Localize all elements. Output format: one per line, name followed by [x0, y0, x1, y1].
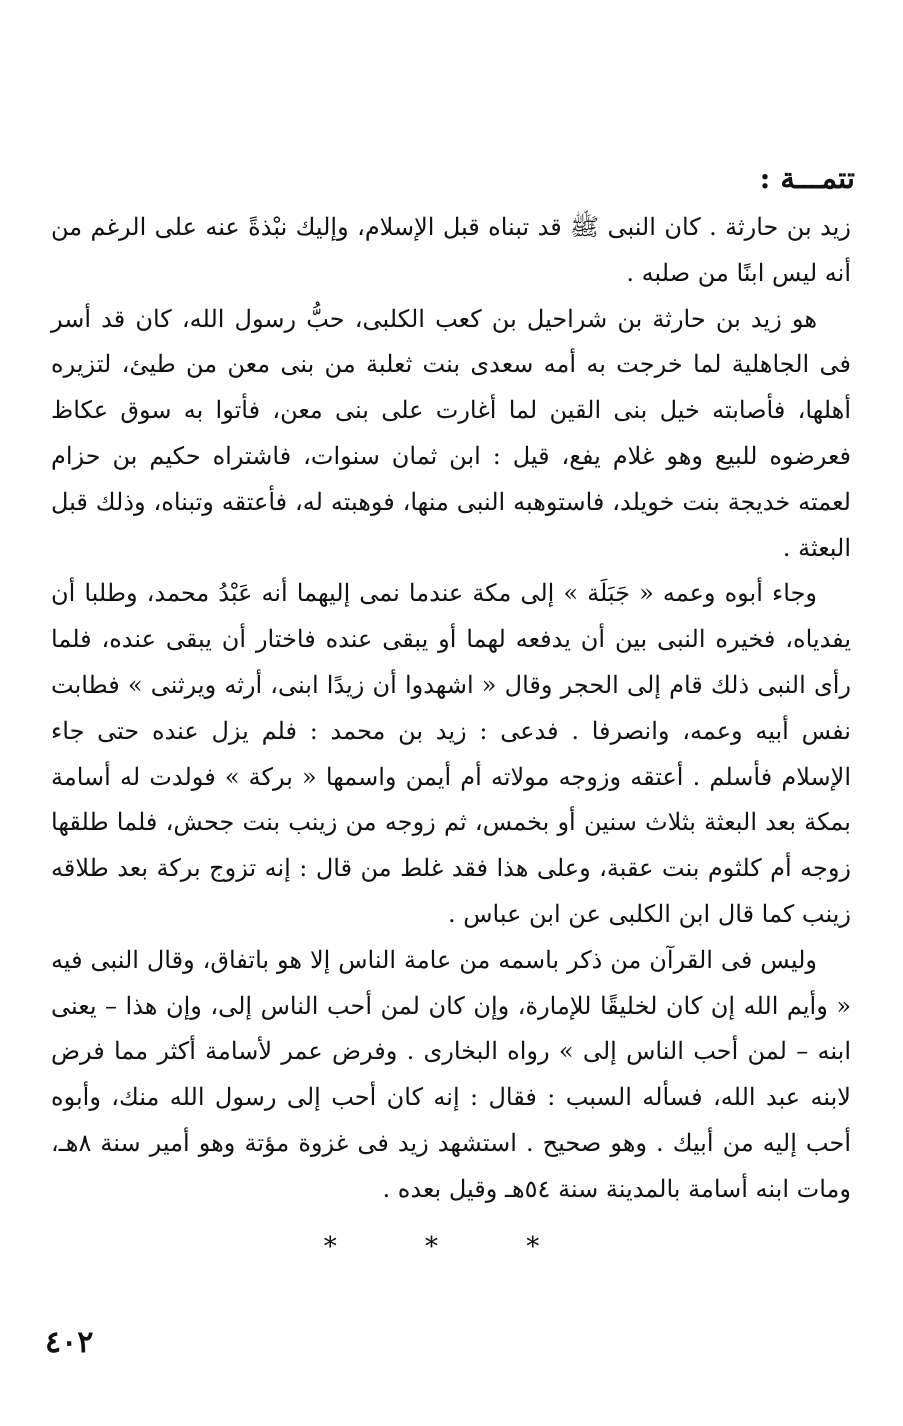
body-text — [51, 205, 851, 1213]
section-heading: تتمـــة : — [759, 161, 855, 195]
section-separator: * * * — [323, 1232, 580, 1262]
paragraph-father-visit: وجاء أبوه وعمه « جَبَلَة » إلى مكة عندما نمى إليهما أنه عَبْدُ محمد، وطلبا أن يفدياه، فخيره النبى بين أن يدفعه لهما أو يبقى عنده فاختار أن يبقى عنده، فلما رأى النبى ذلك قام إلى الحجر وقال « اشهدوا أن زيدًا ابنى، أرثه ويرثنى » فطابت نفس أبيه وعمه، وانصرفا . فدعى : زيد بن محمد : فلم يزل عنده حتى جاء الإسلام فأسلم . أعتقه وزوجه مولاته أم أيمن واسمها « بركة » فولدت له أسامة بمكة بعد البعثة بثلاث سنين أو بخمس، ثم زوجه من زينب بنت جحش، فلما طلقها زوجه أم كلثوم بنت عقبة، وعلى هذا فقد غلط من قال : إنه تزوج بركة بعد طلاقه زينب كما قال ابن الكلبى عن ابن عباس . — [51, 579, 851, 928]
paragraph-intro: زيد بن حارثة . كان النبى ﷺ قد تبناه قبل الإسلام، وإليك نبْذةً عنه على الرغم من أنه ليس ابنًا من صلبه . — [51, 213, 851, 287]
page-number: ٤٠٢ — [45, 1325, 94, 1360]
paragraph-biography: هو زيد بن حارثة بن شراحيل بن كعب الكلبى، حبُّ رسول الله، كان قد أسر فى الجاهلية لما خرجت به أمه سعدى بنت ثعلبة من بنى معن من طيئ، لتزيره أهلها، فأصابته خيل بنى القين لما أغارت على بنى معن، فأتوا به سوق عكاظ فعرضوه للبيع وهو غلام يفع، قيل : ابن ثمان سنوات، فاشتراه حكيم بن حزام لعمته خديجة بنت خويلد، فاستوهبه النبى منها، فوهبته له، فأعتقه وتبناه، وذلك قبل البعثة . — [51, 304, 851, 562]
paragraph-quran-mention: وليس فى القرآن من ذكر باسمه من عامة الناس إلا هو باتفاق، وقال النبى فيه « وأيم الله إن كان لخليقًا للإمارة، وإن كان لمن أحب الناس إلى، وإن هذا – يعنى ابنه – لمن أحب الناس إلى » رواه البخارى . وفرض عمر لأسامة أكثر مما فرض لابنه عبد الله، فسأله السبب : فقال : إنه كان أحب إلى رسول الله منك، وأبوه أحب إليه من أبيك . وهو صحيح . استشهد زيد فى غزوة مؤتة وهو أمير سنة ٨هـ، ومات ابنه أسامة بالمدينة سنة ٥٤هـ وقيل بعده . — [51, 945, 851, 1203]
